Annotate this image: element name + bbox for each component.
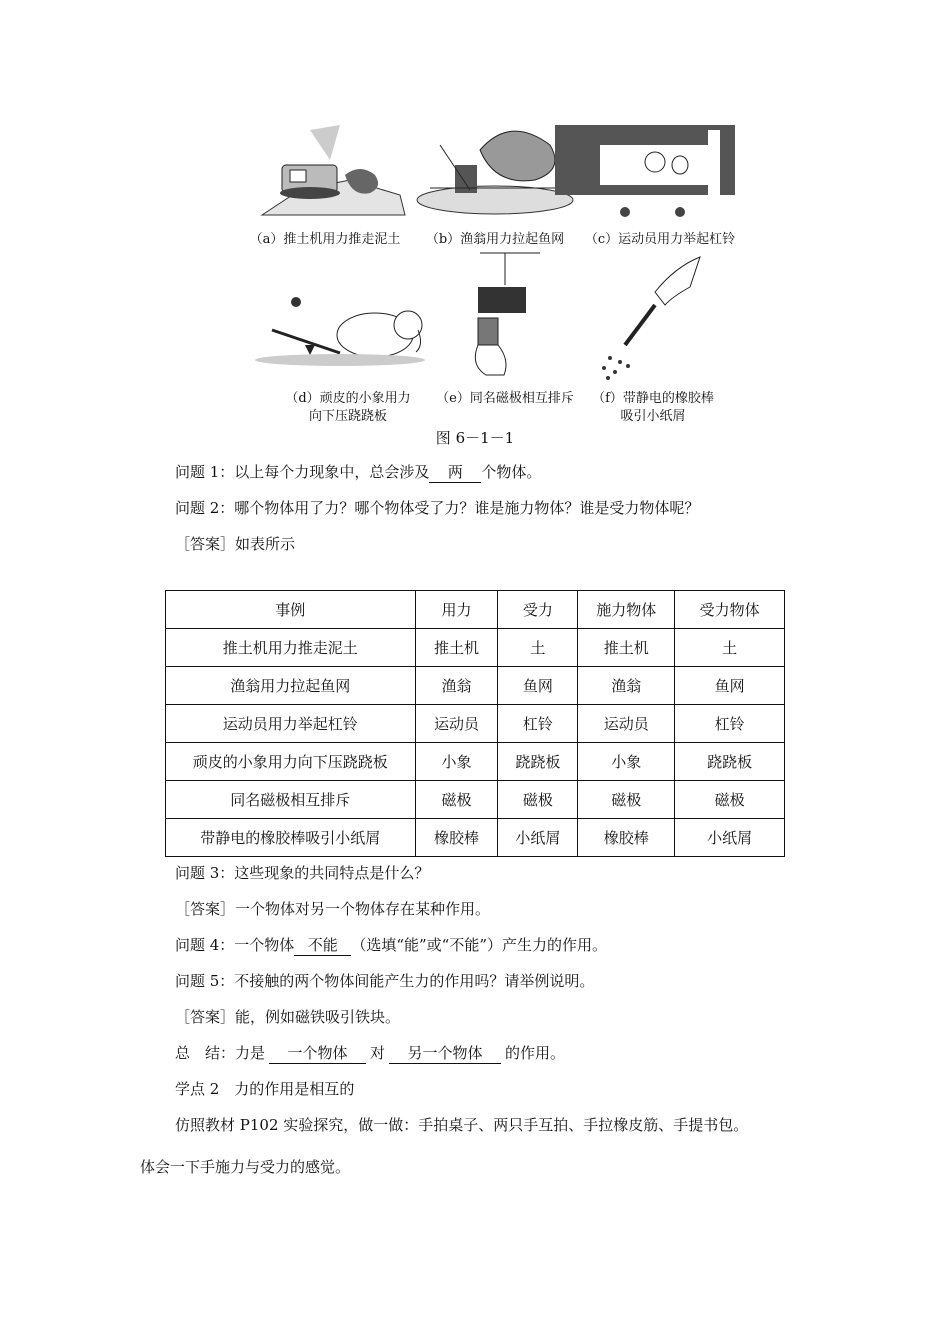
table-cell: 运动员: [578, 705, 675, 743]
caption-b: （b）渔翁用力拉起鱼网: [425, 232, 565, 247]
bulldozer-illustration: [262, 125, 405, 215]
table-cell: 跷跷板: [675, 743, 785, 781]
figure-title: 图 6－1－1: [435, 429, 515, 447]
summary: [175, 1043, 565, 1064]
activity-line-2: 体会一下手施力与受力的感觉。: [140, 1158, 351, 1176]
summary-prefix: 总 结：力是: [175, 1044, 266, 1062]
table-header-cell: 用力: [415, 591, 498, 629]
table-cell: 推土机: [415, 629, 498, 667]
question-4-suffix: （选填“能”或“不能”）产生力的作用。: [351, 936, 607, 954]
table-header-cell: 受力: [498, 591, 578, 629]
answer-2: ［答案］如表所示: [175, 535, 296, 553]
table-cell: 磁极: [675, 781, 785, 819]
activity-line-1: 仿照教材 P102 实验探究，做一做：手拍桌子、两只手互拍、手拉橡皮筋、手提书包。: [175, 1116, 749, 1134]
table-row: [166, 781, 785, 819]
answer-3: ［答案］一个物体对另一个物体存在某种作用。: [175, 900, 491, 918]
table-cell: 小纸屑: [498, 819, 578, 857]
table-row: [166, 705, 785, 743]
section-heading: 学点 2 力的作用是相互的: [175, 1080, 355, 1098]
table-cell: 磁极: [578, 781, 675, 819]
table-header-cell: 事例: [166, 591, 416, 629]
question-1-answer-blank: 两: [429, 462, 481, 483]
table-cell: 同名磁极相互排斥: [166, 781, 416, 819]
table-cell: 推土机: [578, 629, 675, 667]
table-cell: 渔翁: [578, 667, 675, 705]
summary-blank-1: 一个物体: [269, 1043, 366, 1064]
caption-d: [278, 390, 418, 426]
table-header-cell: 受力物体: [675, 591, 785, 629]
question-4-text: 问题 4：一个物体: [175, 936, 295, 954]
table-cell: 橡胶棒: [578, 819, 675, 857]
summary-suffix: 的作用。: [505, 1044, 566, 1062]
table-header-cell: 施力物体: [578, 591, 675, 629]
table-cell: 渔翁: [415, 667, 498, 705]
caption-f-line2: 吸引小纸屑: [620, 409, 686, 424]
caption-f-line1: （f）带静电的橡胶棒: [592, 391, 714, 406]
table-cell: 运动员用力举起杠铃: [166, 705, 416, 743]
question-4-answer-blank: 不能: [294, 935, 351, 956]
table-cell: 鱼网: [498, 667, 578, 705]
table-cell: 橡胶棒: [415, 819, 498, 857]
force-table: [165, 590, 785, 857]
table-row: [166, 819, 785, 857]
caption-f: [588, 390, 718, 426]
table-cell: 小象: [415, 743, 498, 781]
table-cell: 磁极: [498, 781, 578, 819]
table-cell: 鱼网: [675, 667, 785, 705]
table-cell: 运动员: [415, 705, 498, 743]
question-3: 问题 3：这些现象的共同特点是什么？: [175, 864, 430, 882]
fisherman-illustration: [417, 131, 573, 214]
caption-e: （e）同名磁极相互排斥: [436, 391, 574, 406]
caption-a: （a）推土机用力推走泥土: [249, 232, 401, 247]
table-cell: 小象: [578, 743, 675, 781]
table-header-row: [166, 591, 785, 629]
table-cell: 推土机用力推走泥土: [166, 629, 416, 667]
question-1-suffix: 个物体。: [481, 463, 542, 481]
question-4: [175, 935, 607, 956]
question-1: [175, 462, 541, 483]
elephant-seesaw-illustration: [255, 297, 425, 366]
answer-5: ［答案］能，例如磁铁吸引铁块。: [175, 1008, 401, 1026]
table-cell: 磁极: [415, 781, 498, 819]
table-cell: 杠铃: [675, 705, 785, 743]
table-cell: 小纸屑: [675, 819, 785, 857]
table-cell: 顽皮的小象用力向下压跷跷板: [166, 743, 416, 781]
figure-illustrations: [0, 0, 950, 430]
table-cell: 杠铃: [498, 705, 578, 743]
table-cell: 带静电的橡胶棒吸引小纸屑: [166, 819, 416, 857]
question-1-text: 问题 1：以上每个力现象中，总会涉及: [175, 463, 430, 481]
table-cell: 渔翁用力拉起鱼网: [166, 667, 416, 705]
table-cell: 土: [498, 629, 578, 667]
summary-blank-2: 另一个物体: [389, 1043, 501, 1064]
magnets-illustration: [475, 253, 540, 375]
table-row: [166, 743, 785, 781]
table-cell: 土: [675, 629, 785, 667]
caption-d-line2: 向下压跷跷板: [308, 409, 387, 424]
rubber-rod-illustration: [602, 257, 700, 380]
table-row: [166, 667, 785, 705]
question-2: 问题 2：哪个物体用了力？哪个物体受了力？谁是施力物体？谁是受力物体呢？: [175, 499, 700, 517]
caption-c: （c）运动员用力举起杠铃: [584, 232, 736, 247]
table-row: [166, 629, 785, 667]
summary-middle: 对: [370, 1044, 386, 1062]
question-5: 问题 5：不接触的两个物体间能产生力的作用吗？请举例说明。: [175, 972, 595, 990]
table-cell: 跷跷板: [498, 743, 578, 781]
caption-d-line1: （d）顽皮的小象用力: [285, 391, 411, 406]
weightlifter-illustration: [555, 125, 735, 217]
